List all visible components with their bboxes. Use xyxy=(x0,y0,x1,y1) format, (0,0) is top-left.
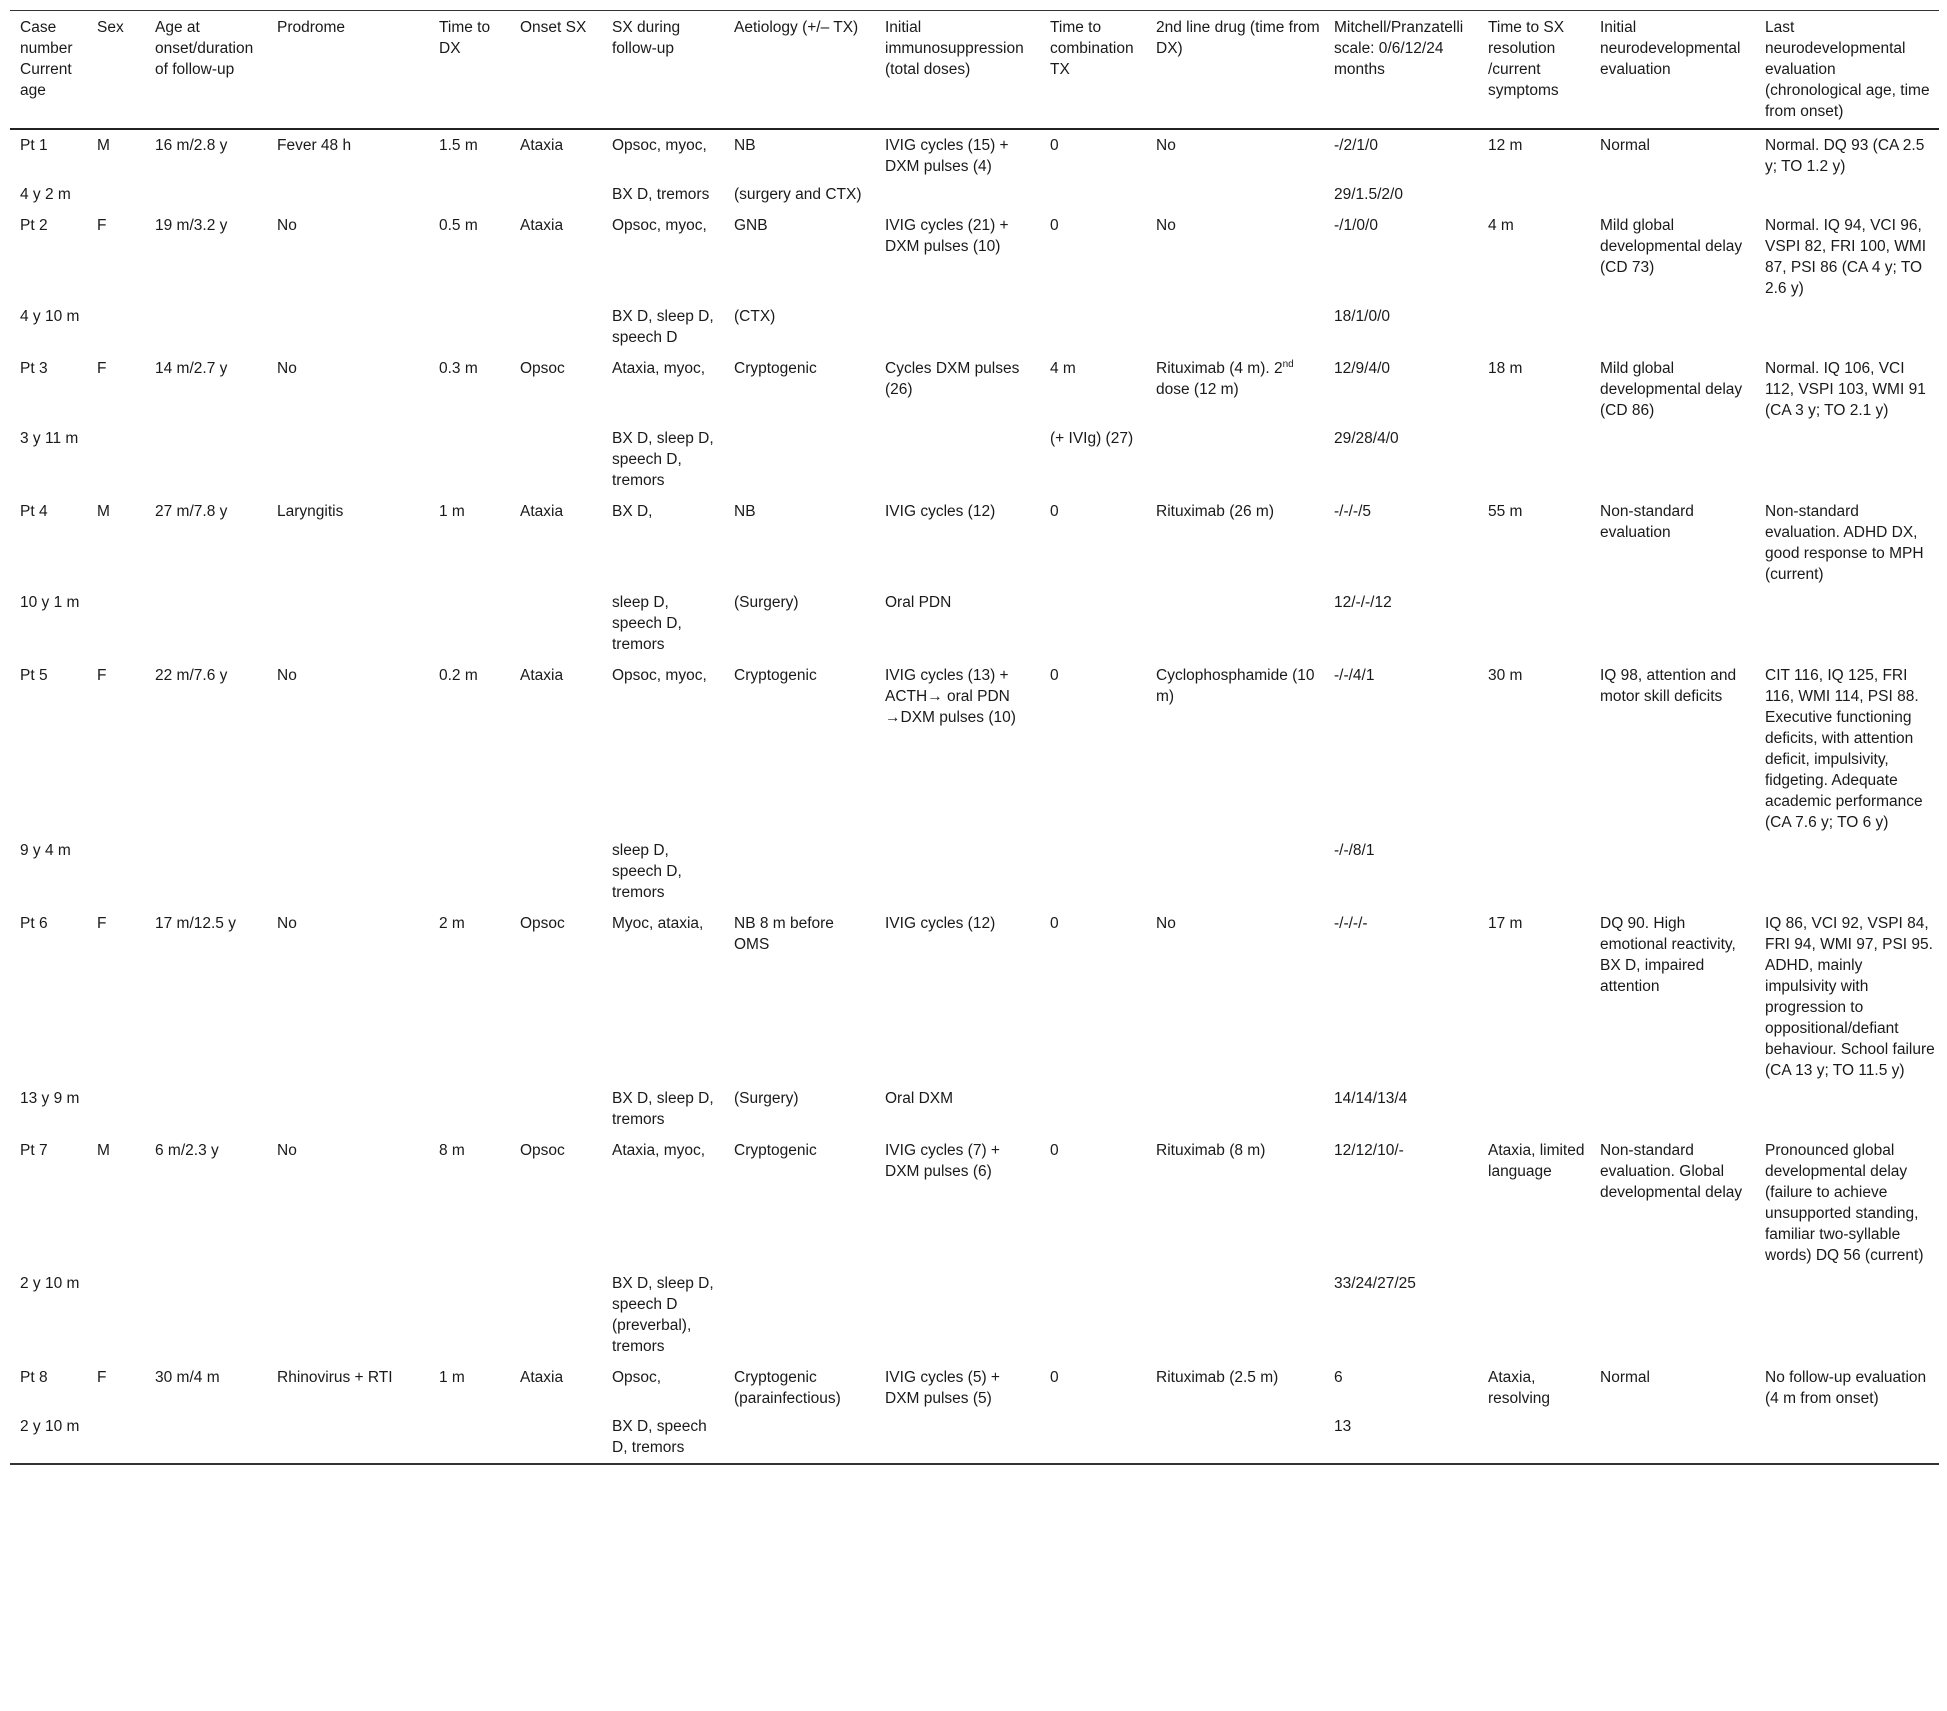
table-cell: Fever 48 h xyxy=(277,137,352,154)
header-cell: Onset SX xyxy=(520,19,587,36)
table-cell: No xyxy=(1156,137,1176,154)
table-cell: 0 xyxy=(1050,915,1059,932)
table-cell xyxy=(87,1086,145,1135)
table-cell: 0 xyxy=(1050,137,1059,154)
table-cell: 22 m/7.6 y xyxy=(155,667,228,684)
table-cell xyxy=(87,182,145,210)
table-cell xyxy=(1040,1086,1146,1135)
table-cell xyxy=(429,838,510,908)
table-cell: No xyxy=(1156,915,1176,932)
table-cell: 12/-/-/12 xyxy=(1334,594,1392,611)
table-cell: Pt 5 xyxy=(20,667,48,684)
table-cell: Opsoc xyxy=(520,360,565,377)
table-cell xyxy=(145,590,267,660)
table-cell: 29/1.5/2/0 xyxy=(1334,186,1403,203)
table-cell: Ataxia, limited language xyxy=(1488,1142,1585,1180)
table-cell: 8 m xyxy=(439,1142,465,1159)
table-cell xyxy=(1590,182,1755,210)
table-cell xyxy=(875,426,1040,496)
table-body xyxy=(10,129,1939,1464)
table-cell: 0.2 m xyxy=(439,667,478,684)
table-cell xyxy=(1590,1414,1755,1464)
table-cell: Non-standard evaluation. ADHD DX, good response to MPH (current) xyxy=(1765,503,1924,583)
table-cell: Opsoc xyxy=(520,1142,565,1159)
table-cell xyxy=(429,304,510,353)
table-cell xyxy=(429,1271,510,1362)
table-cell xyxy=(724,838,875,908)
table-cell xyxy=(1146,1271,1324,1362)
header-cell: Time to SX resolution /current symptoms xyxy=(1488,19,1565,99)
table-cell: IVIG cycles (12) xyxy=(885,915,996,932)
table-cell: Rituximab (2.5 m) xyxy=(1156,1369,1279,1386)
table-cell: 16 m/2.8 y xyxy=(155,137,228,154)
table-cell: F xyxy=(97,360,107,377)
table-cell: (Surgery) xyxy=(734,1090,799,1107)
table-cell: 1 m xyxy=(439,1369,465,1386)
table-cell: BX D, tremors xyxy=(612,186,710,203)
table-cell: Pt 6 xyxy=(20,915,48,932)
table-cell: (surgery and CTX) xyxy=(734,186,862,203)
table-cell: Rituximab (26 m) xyxy=(1156,503,1274,520)
table-cell xyxy=(1590,838,1755,908)
table-cell: -/-/-/5 xyxy=(1334,503,1372,520)
table-cell xyxy=(510,304,602,353)
table-cell xyxy=(1478,304,1590,353)
table-cell xyxy=(145,426,267,496)
table-cell: IVIG cycles (21) + DXM pulses (10) xyxy=(885,217,1009,255)
table-cell xyxy=(1146,426,1324,496)
table-row xyxy=(10,838,1939,908)
table-cell: Mild global developmental delay (CD 73) xyxy=(1600,217,1743,276)
table-cell: Non-standard evaluation xyxy=(1600,503,1694,541)
table-row xyxy=(10,426,1939,496)
table-header xyxy=(10,11,1939,130)
table-cell xyxy=(267,838,429,908)
table-cell: Normal xyxy=(1600,1369,1650,1386)
table-container xyxy=(10,10,1939,1465)
table-cell: F xyxy=(97,1369,107,1386)
table-cell: 0.5 m xyxy=(439,217,478,234)
table-cell xyxy=(510,182,602,210)
table-row xyxy=(10,1414,1939,1464)
table-cell xyxy=(87,590,145,660)
table-cell: Cryptogenic xyxy=(734,667,817,684)
table-cell xyxy=(145,304,267,353)
table-cell xyxy=(1040,182,1146,210)
table-cell xyxy=(510,590,602,660)
table-cell xyxy=(1755,426,1939,496)
table-cell: BX D, sleep D, speech D (preverbal), tremors xyxy=(612,1275,714,1355)
table-cell xyxy=(87,1414,145,1464)
table-cell: NB 8 m before OMS xyxy=(734,915,834,953)
table-cell: Opsoc, xyxy=(612,1369,662,1386)
table-cell: No follow-up evaluation (4 m from onset) xyxy=(1765,1369,1927,1407)
table-cell xyxy=(1590,1086,1755,1135)
table-cell: 4 y 2 m xyxy=(20,186,71,203)
table-cell: 30 m/4 m xyxy=(155,1369,220,1386)
table-cell: No xyxy=(277,217,297,234)
table-cell xyxy=(1478,1086,1590,1135)
table-cell: 33/24/27/25 xyxy=(1334,1275,1416,1292)
table-cell xyxy=(1590,590,1755,660)
table-cell: Pt 3 xyxy=(20,360,48,377)
table-cell: IVIG cycles (13) + ACTH→ oral PDN →DXM pulses (10) xyxy=(885,667,1016,726)
table-cell: GNB xyxy=(734,217,768,234)
table-cell: 13 xyxy=(1334,1418,1352,1435)
table-cell: M xyxy=(97,1142,110,1159)
table-cell xyxy=(875,304,1040,353)
table-cell: Cryptogenic xyxy=(734,1142,817,1159)
table-cell: 17 m/12.5 y xyxy=(155,915,236,932)
table-cell xyxy=(87,426,145,496)
table-row xyxy=(10,590,1939,660)
table-cell xyxy=(1040,590,1146,660)
table-row xyxy=(10,304,1939,353)
table-cell: 19 m/3.2 y xyxy=(155,217,228,234)
table-cell: 6 xyxy=(1334,1369,1343,1386)
table-cell: BX D, sleep D, tremors xyxy=(612,1090,714,1128)
table-cell: Ataxia, resolving xyxy=(1488,1369,1551,1407)
table-cell: Ataxia, myoc, xyxy=(612,360,706,377)
table-cell: Opsoc, myoc, xyxy=(612,137,707,154)
table-cell: NB xyxy=(734,137,756,154)
table-row xyxy=(10,496,1939,590)
table-cell: 17 m xyxy=(1488,915,1523,932)
table-cell: 1.5 m xyxy=(439,137,478,154)
table-cell: Pt 4 xyxy=(20,503,48,520)
table-cell xyxy=(1478,1271,1590,1362)
table-cell: 2 y 10 m xyxy=(20,1275,80,1292)
table-cell xyxy=(267,1271,429,1362)
table-cell xyxy=(267,1086,429,1135)
header-cell: Age at onset/duration of follow-up xyxy=(155,19,254,78)
table-cell xyxy=(510,426,602,496)
table-cell xyxy=(145,838,267,908)
table-cell xyxy=(429,1086,510,1135)
table-cell xyxy=(1146,182,1324,210)
table-cell: F xyxy=(97,915,107,932)
table-cell: -/2/1/0 xyxy=(1334,137,1378,154)
table-cell xyxy=(1755,1414,1939,1464)
table-cell xyxy=(429,182,510,210)
table-cell: 12 m xyxy=(1488,137,1523,154)
table-cell: 0 xyxy=(1050,1142,1059,1159)
table-cell xyxy=(1755,182,1939,210)
table-cell xyxy=(1755,1271,1939,1362)
table-cell: Pt 1 xyxy=(20,137,48,154)
table-cell xyxy=(1755,304,1939,353)
table-cell: 29/28/4/0 xyxy=(1334,430,1399,447)
table-cell: Cryptogenic xyxy=(734,360,817,377)
table-cell xyxy=(1755,1086,1939,1135)
table-row xyxy=(10,1086,1939,1135)
table-cell: Ataxia xyxy=(520,667,564,684)
table-cell: M xyxy=(97,137,110,154)
table-cell xyxy=(1478,426,1590,496)
table-cell: Opsoc, myoc, xyxy=(612,217,707,234)
table-cell: 2 y 10 m xyxy=(20,1418,80,1435)
table-cell: BX D, xyxy=(612,503,653,520)
table-cell: Normal. IQ 94, VCI 96, VSPI 82, FRI 100, WMI 87, PSI 86 (CA 4 y; TO 2.6 y) xyxy=(1765,217,1927,297)
table-cell: Rhinovirus + RTI xyxy=(277,1369,393,1386)
table-cell xyxy=(267,304,429,353)
table-row xyxy=(10,660,1939,838)
table-cell: No xyxy=(277,915,297,932)
table-cell: 4 m xyxy=(1050,360,1076,377)
table-cell: 3 y 11 m xyxy=(20,430,79,447)
header-cell: Aetiology (+/– TX) xyxy=(734,19,859,36)
table-cell: Opsoc, myoc, xyxy=(612,667,707,684)
table-cell: 0 xyxy=(1050,667,1059,684)
table-cell: IVIG cycles (7) + DXM pulses (6) xyxy=(885,1142,1000,1180)
table-cell: BX D, sleep D, speech D xyxy=(612,308,714,346)
table-cell: Oral PDN xyxy=(885,594,952,611)
table-cell: -/-/-/- xyxy=(1334,915,1368,932)
table-cell: 0 xyxy=(1050,1369,1059,1386)
table-cell: Normal xyxy=(1600,137,1650,154)
header-cell: Initial immunosuppression (total doses) xyxy=(885,19,1024,78)
table-cell: Cryptogenic (parainfectious) xyxy=(734,1369,841,1407)
table-cell: No xyxy=(1156,217,1176,234)
table-cell: Pronounced global developmental delay (failure to achieve unsupported standing, familiar two-syllable words) DQ 56 (current) xyxy=(1765,1142,1924,1264)
table-cell xyxy=(1590,304,1755,353)
table-cell xyxy=(1590,426,1755,496)
table-cell: Cycles DXM pulses (26) xyxy=(885,360,1020,398)
table-cell: 18 m xyxy=(1488,360,1523,377)
table-cell: Oral DXM xyxy=(885,1090,954,1107)
table-cell xyxy=(1146,304,1324,353)
table-cell: 12/9/4/0 xyxy=(1334,360,1391,377)
header-cell: Initial neurodevelopmental evaluation xyxy=(1600,19,1741,78)
table-cell: Myoc, ataxia, xyxy=(612,915,704,932)
table-cell: M xyxy=(97,503,110,520)
table-cell: CIT 116, IQ 125, FRI 116, WMI 114, PSI 88. Executive functioning deficits, with attention deficit, impulsivity, fidgeting. Adequate academic performance (CA 7.6 y; TO 6 y) xyxy=(1765,667,1923,831)
table-cell: IVIG cycles (15) + DXM pulses (4) xyxy=(885,137,1009,175)
table-cell: 18/1/0/0 xyxy=(1334,308,1391,325)
table-cell xyxy=(1478,1414,1590,1464)
table-cell xyxy=(875,1271,1040,1362)
table-cell: No xyxy=(277,667,297,684)
table-cell: No xyxy=(277,1142,297,1159)
case-table xyxy=(10,10,1939,1465)
table-cell: sleep D, speech D, tremors xyxy=(612,594,682,653)
table-row xyxy=(10,1271,1939,1362)
table-cell: Ataxia, myoc, xyxy=(612,1142,706,1159)
table-cell xyxy=(145,1086,267,1135)
table-cell xyxy=(875,182,1040,210)
table-cell: (+ IVIg) (27) xyxy=(1050,430,1134,447)
table-cell xyxy=(724,426,875,496)
table-cell xyxy=(510,1086,602,1135)
table-cell: 10 y 1 m xyxy=(20,594,80,611)
table-cell: -/1/0/0 xyxy=(1334,217,1378,234)
table-cell xyxy=(87,304,145,353)
table-cell xyxy=(267,590,429,660)
table-cell: 6 m/2.3 y xyxy=(155,1142,219,1159)
table-cell: Pt 8 xyxy=(20,1369,48,1386)
table-cell xyxy=(145,1414,267,1464)
table-cell xyxy=(429,426,510,496)
table-cell xyxy=(429,590,510,660)
table-row xyxy=(10,182,1939,210)
table-cell xyxy=(1146,590,1324,660)
header-cell: Case number Current age xyxy=(20,19,73,99)
header-row xyxy=(10,11,1939,130)
table-cell xyxy=(145,182,267,210)
table-cell: Rituximab (8 m) xyxy=(1156,1142,1266,1159)
table-cell: Normal. DQ 93 (CA 2.5 y; TO 1.2 y) xyxy=(1765,137,1925,175)
table-cell xyxy=(875,838,1040,908)
table-cell xyxy=(1040,838,1146,908)
table-cell: Normal. IQ 106, VCI 112, VSPI 103, WMI 91 (CA 3 y; TO 2.1 y) xyxy=(1765,360,1926,419)
table-cell xyxy=(1040,304,1146,353)
table-row xyxy=(10,210,1939,304)
table-row xyxy=(10,353,1939,426)
table-cell xyxy=(429,1414,510,1464)
table-cell: 0 xyxy=(1050,503,1059,520)
header-cell: Prodrome xyxy=(277,19,346,36)
table-cell xyxy=(1146,1086,1324,1135)
table-cell: 9 y 4 m xyxy=(20,842,71,859)
table-cell: 27 m/7.8 y xyxy=(155,503,228,520)
table-cell: Pt 7 xyxy=(20,1142,48,1159)
table-cell: 14 m/2.7 y xyxy=(155,360,228,377)
table-row xyxy=(10,1135,1939,1271)
table-cell xyxy=(510,838,602,908)
table-cell xyxy=(1755,838,1939,908)
table-cell xyxy=(1755,590,1939,660)
table-cell: NB xyxy=(734,503,756,520)
table-cell: Ataxia xyxy=(520,503,564,520)
table-row xyxy=(10,129,1939,182)
table-cell: Non-standard evaluation. Global developmental delay xyxy=(1600,1142,1743,1201)
table-cell xyxy=(267,1414,429,1464)
table-cell: DQ 90. High emotional reactivity, BX D, impaired attention xyxy=(1600,915,1736,995)
table-cell: Laryngitis xyxy=(277,503,344,520)
table-cell: Ataxia xyxy=(520,1369,564,1386)
table-cell: 30 m xyxy=(1488,667,1523,684)
table-cell: 0.3 m xyxy=(439,360,478,377)
table-cell: 55 m xyxy=(1488,503,1523,520)
table-cell: Ataxia xyxy=(520,217,564,234)
table-cell xyxy=(1040,1414,1146,1464)
header-cell: Time to combination TX xyxy=(1050,19,1134,78)
header-cell: Time to DX xyxy=(439,19,491,57)
table-cell xyxy=(1146,838,1324,908)
table-cell xyxy=(267,426,429,496)
table-cell xyxy=(145,1271,267,1362)
table-row xyxy=(10,1362,1939,1414)
table-cell xyxy=(87,838,145,908)
table-cell xyxy=(87,1271,145,1362)
table-cell: -/-/8/1 xyxy=(1334,842,1375,859)
table-cell xyxy=(724,1271,875,1362)
table-cell: 4 m xyxy=(1488,217,1514,234)
header-cell: SX during follow-up xyxy=(612,19,681,57)
table-cell xyxy=(267,182,429,210)
table-cell: BX D, speech D, tremors xyxy=(612,1418,707,1456)
table-cell: Mild global developmental delay (CD 86) xyxy=(1600,360,1743,419)
table-cell: IQ 98, attention and motor skill deficits xyxy=(1600,667,1737,705)
table-cell xyxy=(1478,182,1590,210)
table-cell: Cyclophosphamide (10 m) xyxy=(1156,667,1315,705)
header-cell: Last neurodevelopmental evaluation (chronological age, time from onset) xyxy=(1765,19,1930,120)
table-cell: Ataxia xyxy=(520,137,564,154)
table-cell: 2 m xyxy=(439,915,465,932)
table-cell xyxy=(724,1414,875,1464)
header-cell: 2nd line drug (time from DX) xyxy=(1156,19,1320,57)
table-cell: F xyxy=(97,217,107,234)
table-cell xyxy=(510,1271,602,1362)
table-cell xyxy=(1478,838,1590,908)
table-cell: (Surgery) xyxy=(734,594,799,611)
table-cell xyxy=(1478,590,1590,660)
table-cell: Rituximab (4 m). 2nd dose (12 m) xyxy=(1156,358,1294,398)
table-cell: 0 xyxy=(1050,217,1059,234)
table-cell xyxy=(1040,1271,1146,1362)
table-cell: IVIG cycles (12) xyxy=(885,503,996,520)
table-cell: (CTX) xyxy=(734,308,776,325)
header-cell: Sex xyxy=(97,19,124,36)
table-cell xyxy=(510,1414,602,1464)
table-cell: No xyxy=(277,360,297,377)
table-cell: sleep D, speech D, tremors xyxy=(612,842,682,901)
table-cell: BX D, sleep D, speech D, tremors xyxy=(612,430,714,489)
table-cell: 1 m xyxy=(439,503,465,520)
table-cell: IVIG cycles (5) + DXM pulses (5) xyxy=(885,1369,1000,1407)
header-cell: Mitchell/Pranzatelli scale: 0/6/12/24 months xyxy=(1334,19,1464,78)
table-cell: 4 y 10 m xyxy=(20,308,80,325)
table-row xyxy=(10,908,1939,1086)
table-cell: 13 y 9 m xyxy=(20,1090,80,1107)
table-cell: Opsoc xyxy=(520,915,565,932)
table-cell: F xyxy=(97,667,107,684)
table-cell: Pt 2 xyxy=(20,217,48,234)
table-cell: 14/14/13/4 xyxy=(1334,1090,1408,1107)
table-cell xyxy=(1590,1271,1755,1362)
table-cell: 12/12/10/- xyxy=(1334,1142,1404,1159)
table-cell: IQ 86, VCI 92, VSPI 84, FRI 94, WMI 97, PSI 95. ADHD, mainly impulsivity with progression to oppositional/defiant behaviour. School failure (CA 13 y; TO 11.5 y) xyxy=(1765,915,1935,1079)
table-cell: -/-/4/1 xyxy=(1334,667,1375,684)
table-cell xyxy=(875,1414,1040,1464)
table-cell xyxy=(1146,1414,1324,1464)
